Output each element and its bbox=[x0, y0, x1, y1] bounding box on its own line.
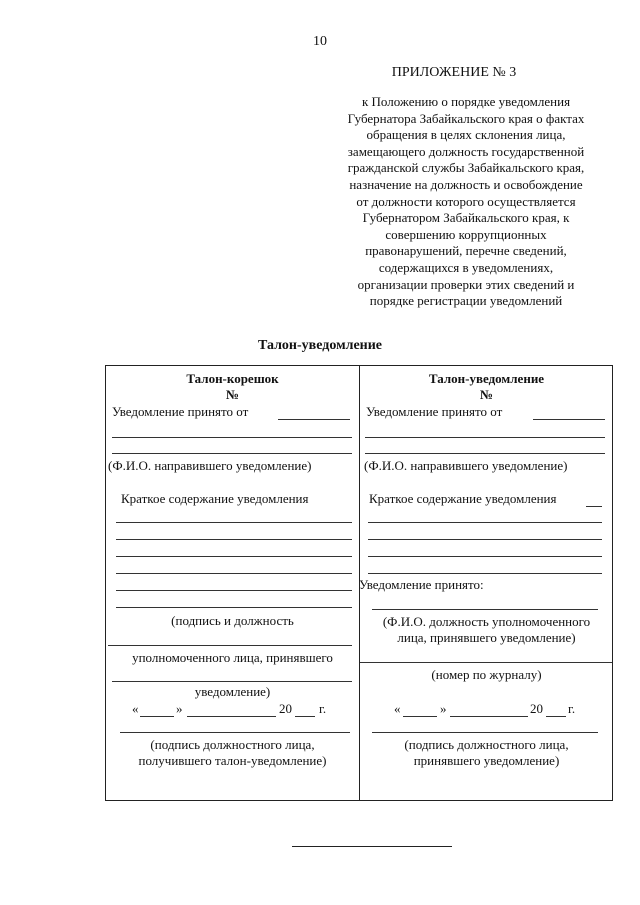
left-date-open-quote: « bbox=[132, 701, 139, 716]
right-fio-position-line1: (Ф.И.О. должность уполномоченного bbox=[382, 614, 591, 629]
right-fill-line[interactable] bbox=[365, 453, 605, 454]
right-official-sig-line1: (подпись должностного лица, bbox=[404, 737, 569, 752]
subtitle-line: от должности которого осуществляется bbox=[356, 193, 576, 209]
right-fio-label: (Ф.И.О. направившего уведомление) bbox=[364, 458, 568, 473]
left-month-field[interactable] bbox=[187, 716, 276, 717]
subtitle-line: Губернатором Забайкальского края, к bbox=[362, 210, 570, 226]
left-summary-label: Краткое содержание уведомления bbox=[121, 491, 309, 506]
right-number-sign: № bbox=[479, 387, 494, 402]
right-date-open-quote: « bbox=[394, 701, 401, 716]
left-fill-line[interactable] bbox=[112, 453, 352, 454]
subtitle-line: совершению коррупционных bbox=[385, 226, 547, 242]
left-year-field[interactable] bbox=[295, 716, 315, 717]
right-official-sig-line2: принявшего уведомление) bbox=[413, 753, 560, 768]
left-summary-line[interactable] bbox=[116, 590, 352, 591]
right-journal-label: (номер по журналу) bbox=[431, 667, 542, 682]
right-summary-label: Краткое содержание уведомления bbox=[369, 491, 557, 506]
right-accepted-label: Уведомление принято: bbox=[359, 577, 484, 592]
appendix-subtitle bbox=[320, 94, 612, 310]
left-notification-label: уведомление) bbox=[194, 684, 271, 699]
left-official-sig-line2: получившего талон-уведомление) bbox=[138, 753, 327, 768]
left-fill-line[interactable] bbox=[112, 437, 352, 438]
right-fio-position-line2: лица, принявшего уведомление) bbox=[397, 630, 576, 645]
subtitle-line: организации проверки этих сведений и bbox=[357, 276, 575, 292]
left-year-prefix: 20 bbox=[279, 701, 292, 716]
subtitle-line: замещающего должность государственной bbox=[347, 143, 585, 159]
subtitle-line: содержащихся в уведомлениях, bbox=[378, 259, 554, 275]
left-date-close-quote: » bbox=[176, 701, 183, 716]
subtitle-line: к Положению о порядке уведомления bbox=[361, 94, 571, 109]
right-date-close-quote: » bbox=[440, 701, 447, 716]
right-summary-line[interactable] bbox=[368, 556, 602, 557]
appendix-title: ПРИЛОЖЕНИЕ № 3 bbox=[391, 65, 517, 80]
left-signature-label: (подпись и должность bbox=[171, 613, 294, 628]
right-received-from-line[interactable] bbox=[533, 419, 605, 420]
right-accepted-line[interactable] bbox=[372, 609, 598, 610]
left-summary-line[interactable] bbox=[116, 607, 352, 608]
right-summary-line[interactable] bbox=[368, 539, 602, 540]
form-title: Талон-уведомление bbox=[257, 338, 383, 353]
left-day-field[interactable] bbox=[140, 716, 174, 717]
left-number-sign: № bbox=[225, 387, 240, 402]
left-official-signature-line[interactable] bbox=[120, 732, 350, 733]
subtitle-line: порядке регистрации уведомлений bbox=[369, 293, 563, 309]
right-summary-inline-line[interactable] bbox=[586, 506, 602, 507]
right-received-from: Уведомление принято от bbox=[366, 404, 503, 419]
left-header: Талон-корешок bbox=[186, 371, 279, 386]
page-number: 10 bbox=[313, 34, 327, 49]
left-authorized-line[interactable] bbox=[112, 681, 352, 682]
left-summary-line[interactable] bbox=[116, 522, 352, 523]
left-official-sig-line1: (подпись должностного лица, bbox=[150, 737, 315, 752]
left-received-from-line[interactable] bbox=[278, 419, 350, 420]
bottom-separator-line bbox=[292, 846, 452, 847]
right-day-field[interactable] bbox=[403, 716, 437, 717]
left-year-suffix: г. bbox=[319, 701, 327, 716]
left-fio-label: (Ф.И.О. направившего уведомление) bbox=[108, 458, 312, 473]
subtitle-line: гражданской службы Забайкальского края, bbox=[347, 160, 585, 176]
right-month-field[interactable] bbox=[450, 716, 528, 717]
subtitle-line: правонарушений, перечне сведений, bbox=[365, 243, 567, 259]
right-year-suffix: г. bbox=[568, 701, 576, 716]
left-summary-line[interactable] bbox=[116, 556, 352, 557]
subtitle-line: Губернатора Забайкальского края о фактах bbox=[347, 110, 585, 126]
subtitle-line: обращения в целях склонения лица, bbox=[366, 127, 566, 143]
left-summary-line[interactable] bbox=[116, 539, 352, 540]
right-fio-position-line[interactable] bbox=[360, 662, 612, 663]
right-year-prefix: 20 bbox=[530, 701, 543, 716]
left-signature-line[interactable] bbox=[108, 645, 352, 646]
left-summary-line[interactable] bbox=[116, 573, 352, 574]
right-official-signature-line[interactable] bbox=[372, 732, 598, 733]
left-received-from: Уведомление принято от bbox=[112, 404, 249, 419]
right-fill-line[interactable] bbox=[365, 437, 605, 438]
right-header: Талон-уведомление bbox=[428, 371, 545, 386]
left-authorized-label: уполномоченного лица, принявшего bbox=[132, 650, 333, 665]
subtitle-line: назначение на должность и освобождение bbox=[349, 176, 583, 192]
right-summary-line[interactable] bbox=[368, 573, 602, 574]
right-summary-line[interactable] bbox=[368, 522, 602, 523]
right-year-field[interactable] bbox=[546, 716, 566, 717]
